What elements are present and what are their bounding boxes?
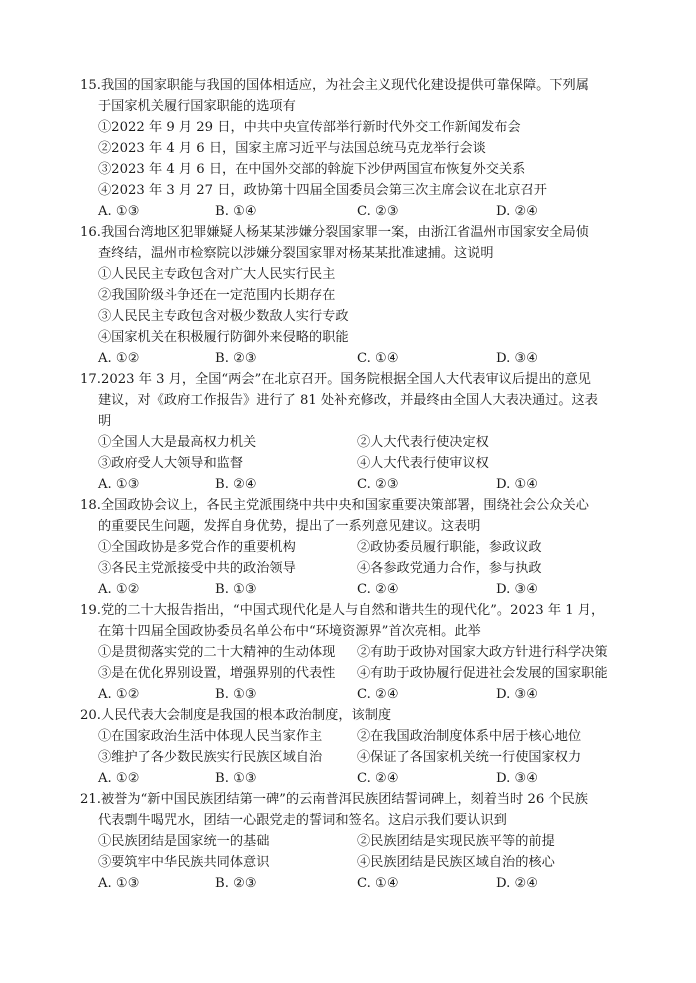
question-stem-line: 17.2023 年 3 月，全国“两会”在北京召开。国务院根据全国人大代表审议后提出的意见 xyxy=(80,372,591,387)
option-d: D. ②④ xyxy=(496,204,539,219)
statement: ③政府受人大领导和监督 xyxy=(98,456,244,471)
question-stem-line: 代表剽牛喝咒水，团结一心跟党走的誓词和签名。这启示我们要认识到 xyxy=(98,813,507,828)
option-b: B. ①③ xyxy=(215,582,257,597)
option-d: D. ③④ xyxy=(496,687,539,702)
option-c: C. ②④ xyxy=(357,771,399,786)
option-a: A. ①② xyxy=(98,687,140,702)
statement: ①全国人大是最高权力机关 xyxy=(98,435,257,450)
statement: ④2023 年 3 月 27 日，政协第十四届全国委员会第三次主席会议在北京召开 xyxy=(98,183,547,198)
statement: ②2023 年 4 月 6 日，国家主席习近平与法国总统马克龙举行会谈 xyxy=(98,141,486,156)
option-c: C. ①④ xyxy=(357,351,399,366)
statement: ②我国阶级斗争还在一定范围内长期存在 xyxy=(98,288,336,303)
statement: ②政协委员履行职能，参政议政 xyxy=(357,540,542,555)
option-b: B. ②③ xyxy=(215,876,257,891)
statement: ④有助于政协履行促进社会发展的国家职能 xyxy=(357,666,608,681)
option-d: D. ①④ xyxy=(496,477,539,492)
option-c: C. ①④ xyxy=(357,876,399,891)
statement: ②有助于政协对国家大政方针进行科学决策 xyxy=(357,645,608,660)
statement: ②在我国政治制度体系中居于核心地位 xyxy=(357,729,582,744)
statement: ③维护了各少数民族实行民族区域自治 xyxy=(98,750,323,765)
option-a: A. ①② xyxy=(98,351,140,366)
statement: ②民族团结是实现民族平等的前提 xyxy=(357,834,555,849)
statement: ①人民民主专政包含对广大人民实行民主 xyxy=(98,267,336,282)
question-stem-line: 15.我国的国家职能与我国的国体相适应，为社会主义现代化建设提供可靠保障。下列属 xyxy=(80,78,589,93)
option-d: D. ③④ xyxy=(496,582,539,597)
option-c: C. ②④ xyxy=(357,582,399,597)
option-c: C. ②③ xyxy=(357,477,399,492)
statement: ①在国家政治生活中体现人民当家作主 xyxy=(98,729,323,744)
statement: ①全国政协是多党合作的重要机构 xyxy=(98,540,296,555)
statement: ④国家机关在积极履行防御外来侵略的职能 xyxy=(98,330,349,345)
option-a: A. ①③ xyxy=(98,477,140,492)
option-d: D. ②④ xyxy=(496,876,539,891)
question-stem-line: 16.我国台湾地区犯罪嫌疑人杨某某涉嫌分裂国家罪一案，由浙江省温州市国家安全局侦 xyxy=(80,225,589,240)
question-stem-line: 21.被誉为“新中国民族团结第一碑”的云南普洱民族团结誓词碑上，刻着当时 26 个民族 xyxy=(80,792,588,807)
option-d: D. ③④ xyxy=(496,351,539,366)
statement: ③要筑牢中华民族共同体意识 xyxy=(98,855,270,870)
question-stem-line: 的重要民生问题，发挥自身优势，提出了一系列意见建议。这表明 xyxy=(98,519,481,534)
statement: ③各民主党派接受中共的政治领导 xyxy=(98,561,296,576)
option-a: A. ①③ xyxy=(98,204,140,219)
option-b: B. ②③ xyxy=(215,351,257,366)
question-stem-line: 19.党的二十大报告指出，“中国式现代化是人与自然和谐共生的现代化”。2023 年 1 月， xyxy=(80,603,605,618)
question-stem-line: 明 xyxy=(98,414,112,429)
statement: ④民族团结是民族区域自治的核心 xyxy=(357,855,555,870)
statement: ④人大代表行使审议权 xyxy=(357,456,489,471)
question-stem-line: 于国家机关履行国家职能的选项有 xyxy=(98,99,296,114)
option-a: A. ①② xyxy=(98,582,140,597)
question-stem-line: 18.全国政协会议上，各民主党派围绕中共中央和国家重要决策部署，围绕社会公众关心 xyxy=(80,498,589,513)
option-d: D. ③④ xyxy=(496,771,539,786)
statement: ③人民民主专政包含对极少数敌人实行专政 xyxy=(98,309,349,324)
option-b: B. ①③ xyxy=(215,771,257,786)
statement: ③2023 年 4 月 6 日，在中国外交部的斡旋下沙伊两国宣布恢复外交关系 xyxy=(98,162,526,177)
statement: ②人大代表行使决定权 xyxy=(357,435,489,450)
option-c: C. ②④ xyxy=(357,687,399,702)
statement: ①是贯彻落实党的二十大精神的生动体现 xyxy=(98,645,336,660)
statement: ①民族团结是国家统一的基础 xyxy=(98,834,270,849)
question-stem-line: 建议，对《政府工作报告》进行了 81 处补充修改，并最终由全国人大表决通过。这表 xyxy=(98,393,598,408)
statement: ③是在优化界别设置，增强界别的代表性 xyxy=(98,666,336,681)
option-b: B. ②④ xyxy=(215,477,257,492)
option-a: A. ①② xyxy=(98,771,140,786)
statement: ④各参政党通力合作，参与执政 xyxy=(357,561,542,576)
option-c: C. ②③ xyxy=(357,204,399,219)
question-stem-line: 查终结，温州市检察院以涉嫌分裂国家罪对杨某某批准逮捕。这说明 xyxy=(98,246,494,261)
statement: ①2022 年 9 月 29 日，中共中央宣传部举行新时代外交工作新闻发布会 xyxy=(98,120,521,135)
option-a: A. ①③ xyxy=(98,876,140,891)
question-stem-line: 20.人民代表大会制度是我国的根本政治制度，该制度 xyxy=(80,708,392,723)
question-stem-line: 在第十四届全国政协委员名单公布中“环境资源界”首次亮相。此举 xyxy=(98,624,481,639)
option-b: B. ①④ xyxy=(215,204,257,219)
option-b: B. ①③ xyxy=(215,687,257,702)
statement: ④保证了各国家机关统一行使国家权力 xyxy=(357,750,582,765)
